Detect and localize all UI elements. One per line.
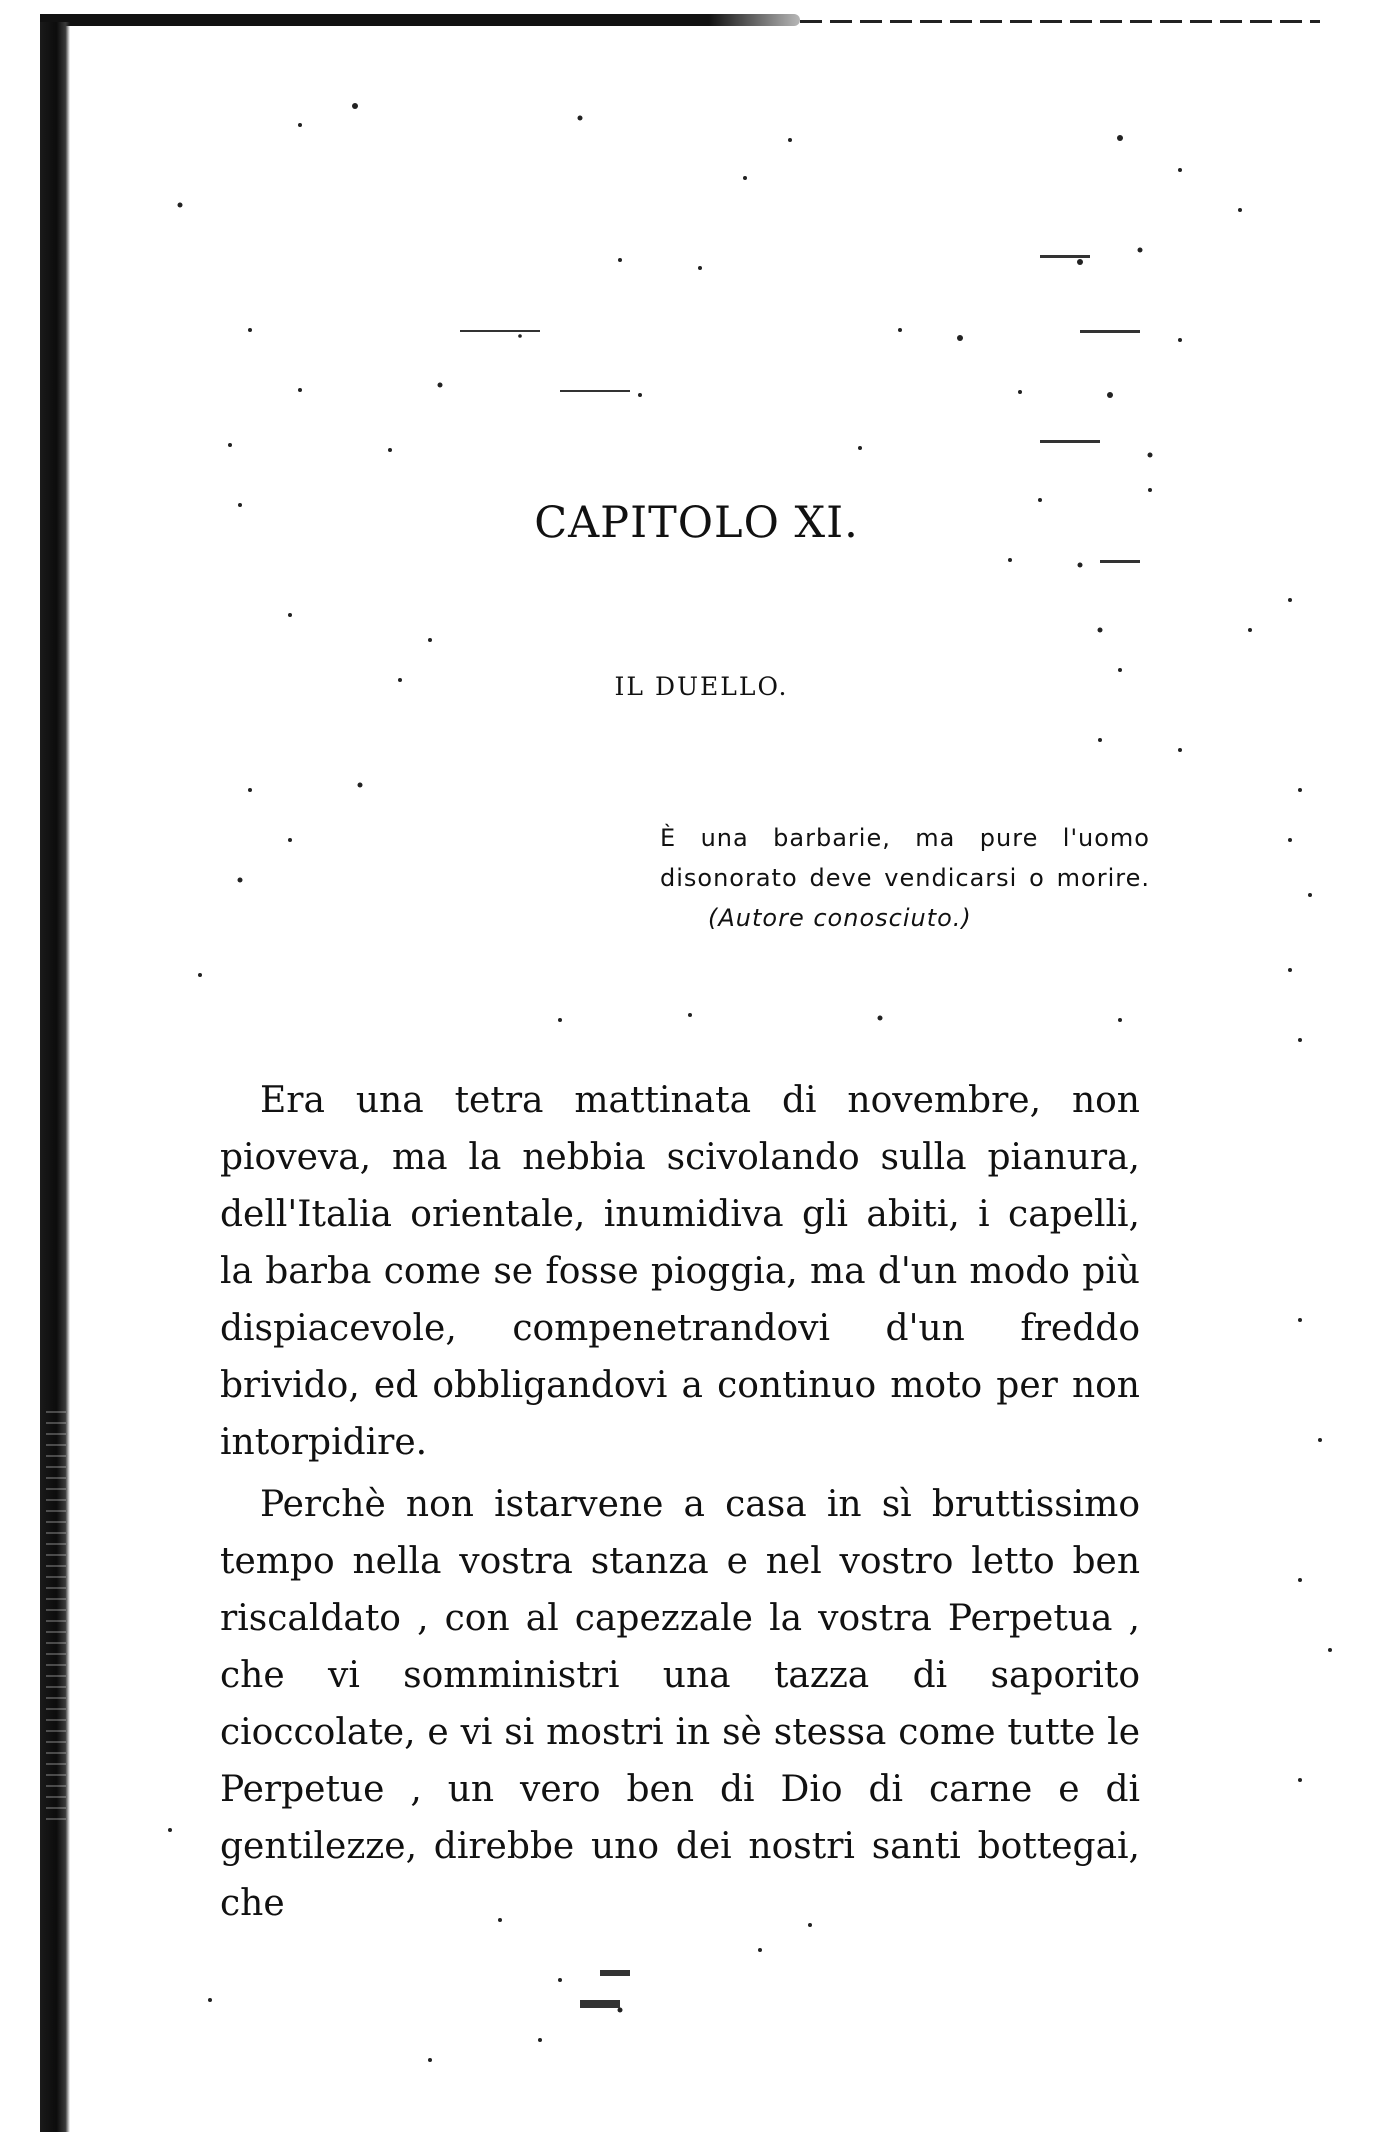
body-text: [220, 1072, 1140, 1937]
epigraph: [660, 818, 1150, 938]
paragraph: Era una tetra mattinata di novembre, non pioveva, ma la nebbia scivolando sulla pianura, dell'Italia orientale, inumidiva gli abiti, i capelli, la barba come se fosse pioggia, ma d'un modo più dispiacevole, compenetrandovi d'un freddo brivido, ed obbligandovi a continuo moto per non intorpidire.: [220, 1080, 1140, 1463]
chapter-subtitle: IL DUELLO.: [614, 672, 789, 701]
paragraph: Perchè non istarvene a casa in sì bruttissimo tempo nella vostra stanza e nel vostro letto ben riscaldato , con al capezzale la vostra Perpetua , che vi somministri una tazza di saporito cioccolate, e vi si mostri in sè stessa come tutte le Perpetue , un vero ben di Dio di carne e di gentilezze, direbbe uno dei nostri santi bottegai, che: [220, 1484, 1140, 1924]
epigraph-text: È una barbarie, ma pure l'uomo disonorato deve vendicarsi o morire.: [660, 824, 1150, 892]
chapter-title: CAPITOLO XI.: [534, 498, 859, 548]
epigraph-source: (Autore conosciuto.): [708, 904, 972, 932]
